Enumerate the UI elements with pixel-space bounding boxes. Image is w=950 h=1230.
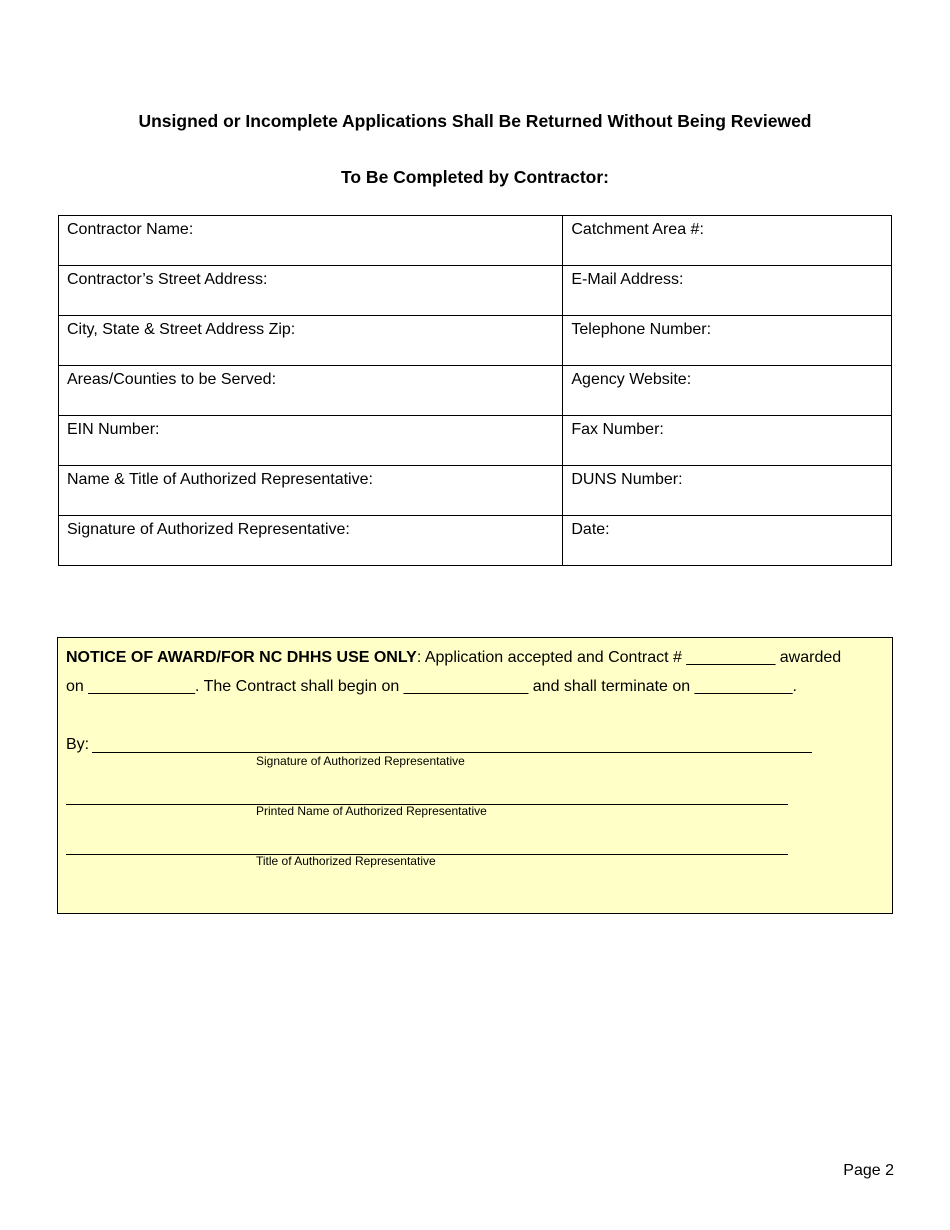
duns-number-field[interactable]: DUNS Number: (563, 466, 892, 516)
table-row (59, 466, 892, 516)
warning-heading: Unsigned or Incomplete Applications Shall Be Returned Without Being Reviewed (138, 111, 812, 131)
printed-name-caption: Printed Name of Authorized Representative (256, 804, 487, 818)
ein-number-field[interactable]: EIN Number: (59, 416, 563, 466)
signature-caption: Signature of Authorized Representative (256, 754, 465, 768)
section-heading: To Be Completed by Contractor: (340, 167, 610, 187)
agency-website-field[interactable]: Agency Website: (563, 366, 892, 416)
table-row (59, 316, 892, 366)
street-address-field[interactable]: Contractor’s Street Address: (59, 266, 563, 316)
contractor-name-field[interactable]: Contractor Name: (59, 216, 563, 266)
award-notice-text: : Application accepted and Contract # __________ awarded (416, 649, 842, 666)
areas-counties-field[interactable]: Areas/Counties to be Served: (59, 366, 563, 416)
fax-number-field[interactable]: Fax Number: (563, 416, 892, 466)
by-label: By: (66, 736, 90, 753)
page-number: Page 2 (843, 1162, 894, 1179)
email-address-field[interactable]: E-Mail Address: (563, 266, 892, 316)
award-notice-title: NOTICE OF AWARD/FOR NC DHHS USE ONLY (66, 649, 417, 666)
table-row (59, 216, 892, 266)
table-row (59, 366, 892, 416)
award-notice-line-1 (66, 649, 841, 667)
representative-name-title-field[interactable]: Name & Title of Authorized Representative: (59, 466, 563, 516)
representative-signature-field[interactable]: Signature of Authorized Representative: (59, 516, 563, 566)
table-row (59, 266, 892, 316)
date-field[interactable]: Date: (563, 516, 892, 566)
telephone-number-field[interactable]: Telephone Number: (563, 316, 892, 366)
notice-of-award-box (57, 637, 893, 914)
signature-line[interactable] (92, 752, 812, 753)
contractor-info-table (58, 215, 892, 566)
table-row (59, 416, 892, 466)
city-state-zip-field[interactable]: City, State & Street Address Zip: (59, 316, 563, 366)
title-caption: Title of Authorized Representative (256, 854, 436, 868)
table-row (59, 516, 892, 566)
award-notice-line-2: on ____________. The Contract shall begin on ______________ and shall terminate on ___________. (66, 678, 797, 695)
catchment-area-field[interactable]: Catchment Area #: (563, 216, 892, 266)
